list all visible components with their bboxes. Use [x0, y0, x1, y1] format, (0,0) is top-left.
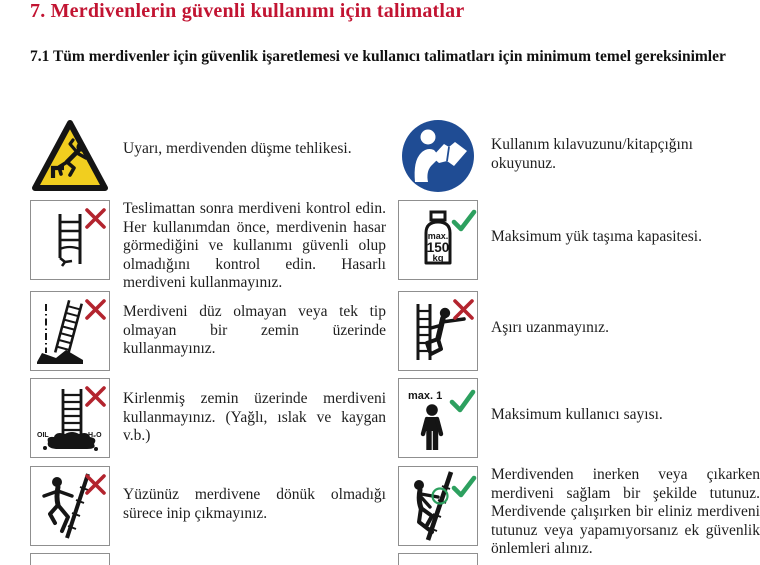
instruction-max-load: [398, 200, 760, 291]
overreach-prohibition-icon: [398, 291, 478, 371]
cutoff-icon-box: [30, 553, 110, 565]
max-load-label-max: max.: [427, 231, 449, 241]
max-load-label-150: 150: [426, 240, 450, 255]
instruction-text: Uyarı, merdivenden düşme tehlikesi.: [123, 140, 352, 157]
instruction-no-dirty-ground: [30, 378, 398, 466]
instruction-max-one-user: [398, 378, 760, 466]
damaged-ladder-prohibition-icon: [30, 200, 110, 280]
instruction-hold-ladder: [398, 466, 760, 557]
instruction-no-uneven-ground: [30, 291, 398, 378]
instruction-text: Kirlenmiş zemin üzerinde merdiveni kullanmayınız. (Yağlı, ıslak ve kaygan v.b.): [123, 390, 386, 444]
instruction-text: Yüzünüz merdivene dönük olmadığı sürece inip çıkmayınız.: [123, 486, 386, 522]
instruction-no-overreach: [398, 291, 760, 378]
instruction-face-ladder: [30, 466, 398, 553]
safety-instructions-grid: [30, 116, 760, 565]
max-load-label-kg: kg: [432, 253, 444, 264]
oil-label: OIL: [37, 432, 49, 439]
falling-hazard-warning-icon: [30, 116, 110, 196]
instruction-text: Maksimum kullanıcı sayısı.: [491, 406, 663, 423]
max-load-weight-icon: [398, 200, 478, 280]
next-row-partial-left: [30, 553, 398, 565]
cutoff-icon-box: [398, 553, 478, 565]
section-subtitle: 7.1 Tüm merdivenler için güvenlik işaretlemesi ve kullanıcı talimatları için minimum temel gereksinimler: [30, 48, 726, 65]
instruction-text: Merdiveni düz olmayan veya tek tip olmayan bir zemin üzerinde kullanmayınız.: [123, 303, 386, 357]
instruction-check-ladder-damage: [30, 200, 398, 291]
read-manual-icon: [398, 116, 478, 196]
instruction-text: Merdivenden inerken veya çıkarken merdiveni sağlam bir şekilde tutunuz. Merdivende çalışırken bir eliniz merdiveni tutunuz veya yapamıyorsanız ek güvenlik önlemleri alınız.: [491, 466, 760, 557]
instruction-text: Teslimattan sonra merdiveni kontrol edin. Her kullanımdan önce, merdivenin hasar görmediğini ve kullanımı güvenli olup olmadığını kontrol edin. Hasarlı merdiveni kullanmayınız.: [123, 200, 386, 291]
uneven-ground-ladder-icon: [30, 291, 110, 371]
max-one-user-icon: [398, 378, 478, 458]
instruction-fall-warning: [30, 116, 398, 200]
instruction-read-manual: [398, 116, 760, 200]
water-label: H₂O: [88, 432, 102, 439]
max-1-label: max. 1: [408, 390, 443, 402]
climb-facing-away-icon: [30, 466, 110, 546]
next-row-partial-right: [398, 553, 760, 565]
dirty-ground-ladder-icon: [30, 378, 110, 458]
hold-ladder-firmly-icon: [398, 466, 478, 546]
instruction-text: Maksimum yük taşıma kapasitesi.: [491, 228, 702, 245]
page-title: 7. Merdivenlerin güvenli kullanımı için talimatlar: [30, 0, 465, 22]
instruction-text: Aşırı uzanmayınız.: [491, 319, 609, 336]
instruction-text: Kullanım kılavuzunu/kitapçığını okuyunuz.: [491, 136, 693, 172]
